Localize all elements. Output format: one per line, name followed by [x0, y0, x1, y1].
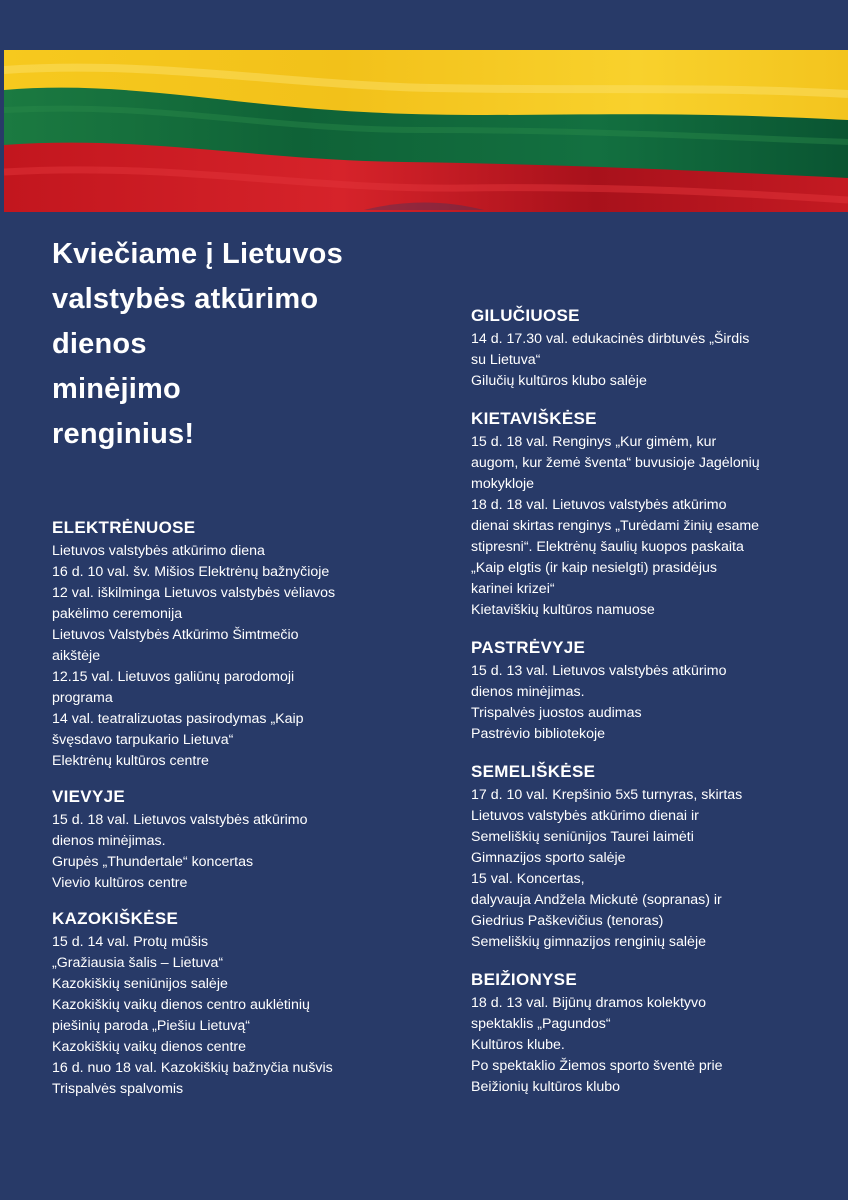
lithuanian-flag-image: [4, 50, 848, 212]
section-heading: KAZOKIŠKĖSE: [52, 909, 179, 928]
section-heading: ELEKTRĖNUOSE: [52, 518, 196, 537]
event-line: 12.15 val. Lietuvos galiūnų parodomoji: [52, 669, 295, 685]
event-line: Kultūros klube.: [471, 1037, 565, 1053]
event-line: Grupės „Thundertale“ koncertas: [52, 854, 254, 870]
event-line: 18 d. 13 val. Bijūnų dramos kolektyvo: [471, 995, 707, 1011]
title-line: valstybės atkūrimo: [52, 283, 319, 315]
event-line: Kazokiškių seniūnijos salėje: [52, 976, 228, 992]
event-line: Lietuvos valstybės atkūrimo dienai ir: [471, 808, 699, 824]
page-title: [52, 232, 412, 457]
event-line: pakėlimo ceremonija: [52, 606, 183, 622]
left-column: [52, 515, 412, 1112]
event-line: „Kaip elgtis (ir kaip nesielgti) prasidėjus: [471, 560, 718, 576]
section-vievyje: [52, 784, 412, 894]
event-line: Beižionių kultūros klubo: [471, 1079, 621, 1095]
event-line: programa: [52, 690, 113, 706]
event-line: 16 d. nuo 18 val. Kazokiškių bažnyčia nušvis: [52, 1060, 333, 1076]
event-line: augom, kur žemė šventa“ buvusioje Jagėlonių: [471, 455, 760, 471]
event-line: Kazokiškių vaikų dienos centro auklėtinių: [52, 997, 310, 1013]
event-line: stipresni“. Elektrėnų šaulių kuopos paskaita: [471, 539, 744, 555]
section-heading: PASTRĖVYJE: [471, 638, 586, 657]
event-line: Lietuvos valstybės atkūrimo diena: [52, 543, 265, 559]
event-line: Trispalvės spalvomis: [52, 1081, 184, 1097]
event-line: dienos minėjimas.: [52, 833, 166, 849]
section-elektrenuose: [52, 515, 412, 772]
section-giluciuose: [471, 303, 831, 392]
event-line: 17 d. 10 val. Krepšinio 5x5 turnyras, skirtas: [471, 787, 743, 803]
event-line: 15 d. 18 val. Lietuvos valstybės atkūrimo: [52, 812, 308, 828]
section-kietaviskese: [471, 406, 831, 621]
event-line: Pastrėvio bibliotekoje: [471, 726, 606, 742]
title-line: Kviečiame į Lietuvos: [52, 238, 343, 270]
event-line: 14 d. 17.30 val. edukacinės dirbtuvės „Širdis: [471, 331, 750, 347]
title-line: minėjimo: [52, 373, 181, 405]
event-line: Semeliškių gimnazijos renginių salėje: [471, 934, 706, 950]
event-line: su Lietuva“: [471, 352, 541, 368]
event-line: 16 d. 10 val. šv. Mišios Elektrėnų bažnyčioje: [52, 564, 330, 580]
section-heading: SEMELIŠKĖSE: [471, 762, 596, 781]
event-line: Gilučių kultūros klubo salėje: [471, 373, 647, 389]
event-line: 15 d. 13 val. Lietuvos valstybės atkūrimo: [471, 663, 727, 679]
event-line: Po spektaklio Žiemos sporto šventė prie: [471, 1058, 723, 1074]
title-line: renginius!: [52, 418, 195, 450]
section-heading: BEIŽIONYSE: [471, 970, 577, 989]
event-line: Giedrius Paškevičius (tenoras): [471, 913, 664, 929]
event-line: švęsdavo tarpukario Lietuva“: [52, 732, 234, 748]
event-line: Vievio kultūros centre: [52, 875, 188, 891]
event-line: Elektrėnų kultūros centre: [52, 753, 209, 769]
event-line: dienos minėjimas.: [471, 684, 585, 700]
event-line: piešinių paroda „Piešiu Lietuvą“: [52, 1018, 250, 1034]
section-heading: GILUČIUOSE: [471, 306, 580, 325]
event-line: Trispalvės juostos audimas: [471, 705, 642, 721]
event-line: Lietuvos Valstybės Atkūrimo Šimtmečio: [52, 627, 299, 643]
section-heading: KIETAVIŠKĖSE: [471, 409, 597, 428]
section-beizionyse: [471, 967, 831, 1098]
event-line: aikštėje: [52, 648, 101, 664]
event-line: Kazokiškių vaikų dienos centre: [52, 1039, 246, 1055]
event-line: 15 d. 14 val. Protų mūšis: [52, 934, 209, 950]
event-line: karinei krizei“: [471, 581, 555, 597]
event-line: 15 d. 18 val. Renginys „Kur gimėm, kur: [471, 434, 717, 450]
event-line: Kietaviškių kultūros namuose: [471, 602, 655, 618]
right-column: [471, 303, 831, 1112]
event-line: mokykloje: [471, 476, 535, 492]
event-line: Semeliškių seniūnijos Taurei laimėti: [471, 829, 694, 845]
section-semeliskese: [471, 759, 831, 953]
event-line: 15 val. Koncertas,: [471, 871, 585, 887]
event-line: 18 d. 18 val. Lietuvos valstybės atkūrimo: [471, 497, 727, 513]
section-kazokiskese: [52, 906, 412, 1100]
title-line: dienos: [52, 328, 147, 360]
event-line: Gimnazijos sporto salėje: [471, 850, 626, 866]
section-heading: VIEVYJE: [52, 787, 125, 806]
event-line: 14 val. teatralizuotas pasirodymas „Kaip: [52, 711, 304, 727]
flag-banner: [4, 50, 848, 212]
event-line: spektaklis „Pagundos“: [471, 1016, 611, 1032]
event-line: 12 val. iškilminga Lietuvos valstybės vėliavos: [52, 585, 336, 601]
event-line: dalyvauja Andžela Mickutė (sopranas) ir: [471, 892, 722, 908]
event-line: dienai skirtas renginys „Turėdami žinių esame: [471, 518, 760, 534]
event-line: „Gražiausia šalis – Lietuva“: [52, 955, 224, 971]
section-pastrevyje: [471, 635, 831, 745]
